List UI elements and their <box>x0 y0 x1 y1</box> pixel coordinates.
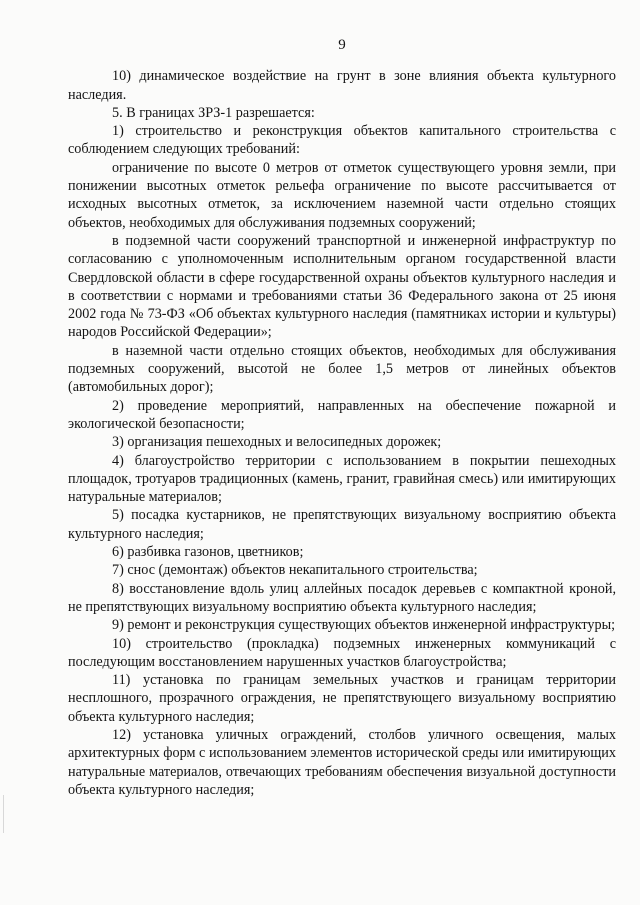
paragraph-item-10-utilities: 10) строительство (прокладка) подземных инженерных коммуникаций с последующим восстановлением нарушенных участков благоустройства; <box>68 635 616 670</box>
paragraph-item-3-paths: 3) организация пешеходных и велосипедных дорожек; <box>112 434 442 451</box>
scan-artifact-line <box>3 795 4 833</box>
paragraph-item-8-trees: 8) восстановление вдоль улиц аллейных посадок деревьев с компактной кроной, не препятствующих визуальному восприятию объекта культурного наследия; <box>68 580 616 615</box>
paragraph-item-4-landscaping: 4) благоустройство территории с использованием в покрытии пешеходных площадок, тротуаров традиционных (камень, гранит, гравийная смесь) или имитирующих натуральные материалов; <box>68 452 616 506</box>
paragraph-item-12-street-elements: 12) установка уличных ограждений, столбов уличного освещения, малых архитектурных форм с использованием элементов исторической среды или имитирующих натуральные материалов, отвечающих требованиям обеспечения визуальной доступности объекта культурного наследия; <box>68 726 616 798</box>
paragraph-aboveground-part: в наземной части отдельно стоящих объектов, необходимых для обслуживания подземных сооружений, высотой не более 1,5 метров от линейных объектов (автомобильных дорог); <box>68 342 616 396</box>
paragraph-height-limit: ограничение по высоте 0 метров от отметок существующего уровня земли, при понижении высотных отметок рельефа ограничение по высоте рассчитывается от исходных высотных отметок, за исключением наземной части отдельно стоящих объектов, необходимых для обслуживания подземных сооружений; <box>68 159 616 231</box>
paragraph-item-11-fencing: 11) установка по границам земельных участков и границам территории несплошного, прозрачного ограждения, не препятствующего визуальному восприятию объекта культурного наследия; <box>68 672 616 725</box>
paragraph-item-9-repair: 9) ремонт и реконструкция существующих объектов инженерной инфраструктуры; <box>112 617 616 634</box>
paragraph-item-6-lawns: 6) разбивка газонов, цветников; <box>112 544 304 561</box>
paragraph-item-2-safety: 2) проведение мероприятий, направленных на обеспечение пожарной и экологической безопасности; <box>68 397 616 432</box>
document-page <box>68 36 616 799</box>
paragraph-item-10-ground-impact: 10) динамическое воздействие на грунт в зоне влияния объекта культурного наследия. <box>68 68 616 103</box>
paragraph-item-5-shrubs: 5) посадка кустарников, не препятствующих визуальному восприятию объекта культурного наследия; <box>68 507 616 542</box>
section-5-heading: 5. В границах ЗРЗ-1 разрешается: <box>112 104 315 121</box>
paragraph-item-7-demolition: 7) снос (демонтаж) объектов некапитального строительства; <box>112 562 478 579</box>
paragraph-underground-part: в подземной части сооружений транспортной и инженерной инфраструктур по согласованию с уполномоченным исполнительным органом государственной власти Свердловской области в сфере государственной охраны объектов культурного наследия и в соответствии с нормами и требованиями статьи 36 Федерального закона от 25 июня 2002 года № 73-ФЗ «Об объектах культурного наследия (памятниках истории и культуры) народов Российской Федерации»; <box>68 232 616 341</box>
page-number: 9 <box>338 37 346 53</box>
paragraph-item-1-construction: 1) строительство и реконструкция объектов капитального строительства с соблюдением следующих требований: <box>68 123 616 158</box>
